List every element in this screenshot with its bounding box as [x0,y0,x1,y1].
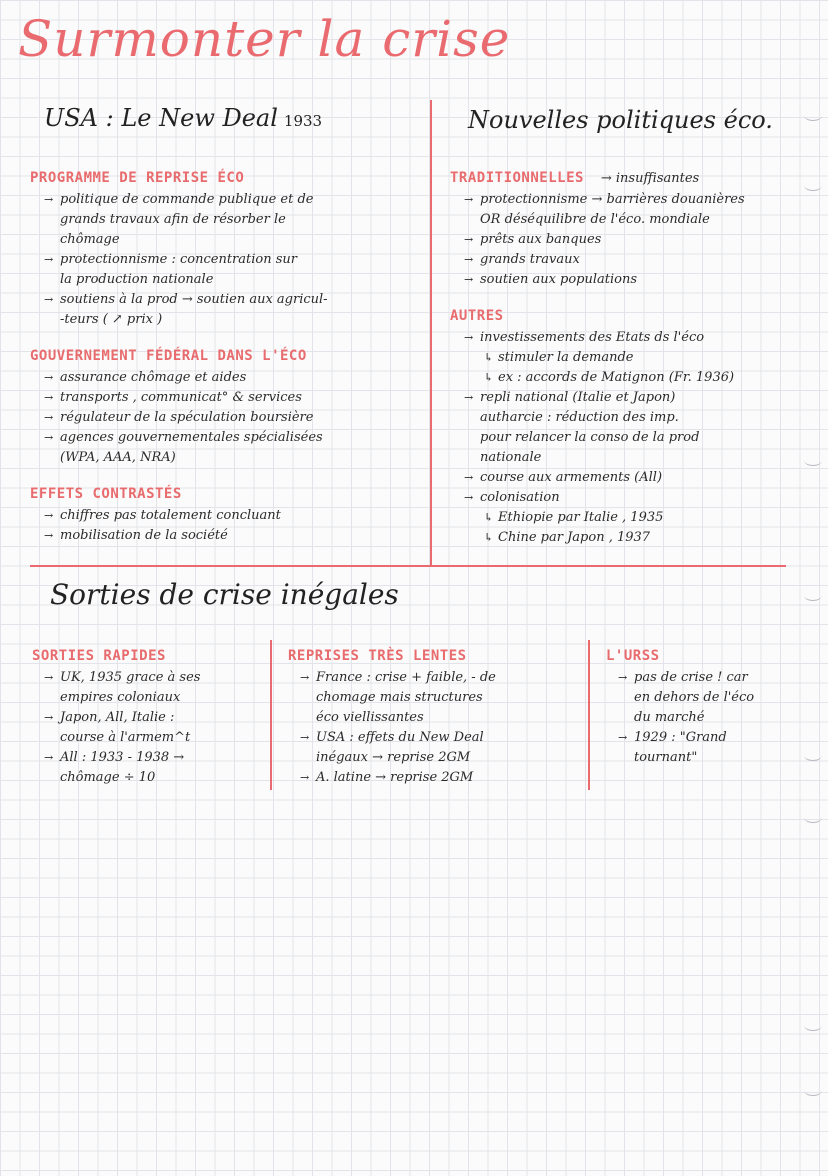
section-heading: EFFETS CONTRASTÉS [30,486,182,502]
list-item: → repli national (Italie et Japon) [464,388,800,408]
section-list [618,668,796,768]
right-column [450,170,800,548]
list-item: → mobilisation de la société [44,526,425,546]
list-item: → investissements des Etats ds l'éco [464,328,800,348]
list-item-continued: OR déséquilibre de l'éco. mondiale [480,212,710,227]
sub-item: ↳ Chine par Japon , 1937 [464,528,800,548]
section-list [464,190,800,290]
list-item-continued: empires coloniaux [60,690,181,705]
new-deal-title: USA : Le New Deal [44,104,278,132]
binder-mark [804,1020,822,1031]
binder-mark [804,1085,822,1096]
list-item: → colonisation [464,488,800,508]
binder-mark [804,750,822,761]
list-item: → 1929 : "Grand [618,728,796,748]
section-list [44,368,425,468]
list-item-continued: grands travaux afin de résorber le [60,212,286,227]
section-autres [450,308,800,548]
binder-mark [804,110,822,121]
bottom-column-urss [606,648,796,768]
section-heading: L'URSS [606,648,660,664]
section-heading [450,170,800,186]
list-item: → soutien aux populations [464,270,800,290]
sub-item: ↳ Ethiopie par Italie , 1935 [464,508,800,528]
section-heading: GOUVERNEMENT FÉDÉRAL DANS L'ÉCO [30,348,307,364]
list-item: → Japon, All, Italie : [44,708,264,728]
list-item: → grands travaux [464,250,800,270]
section-gouvernement [30,348,425,468]
section-list [300,668,580,788]
right-heading: Nouvelles politiques éco. [468,106,773,134]
list-item: → course aux armements (All) [464,468,800,488]
list-item-continued: la production nationale [60,272,214,287]
section-heading: AUTRES [450,308,504,324]
list-item-continued: du marché [634,710,705,725]
list-item-continued: en dehors de l'éco [634,690,755,705]
section-list [44,190,425,330]
binder-mark [804,812,822,823]
list-item-continued: chomage mais structures [316,690,483,705]
new-deal-year: 1933 [283,112,323,130]
list-item: → USA : effets du New Deal [300,728,580,748]
section-heading: REPRISES TRÈS LENTES [288,648,467,664]
list-item-continued: course à l'armem^t [60,730,191,745]
list-item: → protectionnisme → barrières douanières [464,190,800,210]
bottom-column-lentes [288,648,580,788]
bottom-heading: Sorties de crise inégales [50,578,399,611]
page-title: Surmonter la crise [18,10,511,68]
left-heading [44,104,322,132]
list-item: → A. latine → reprise 2GM [300,768,580,788]
list-item: → France : crise + faible, - de [300,668,580,688]
list-item: → transports , communicat° & services [44,388,425,408]
list-item-continued: chômage ÷ 10 [60,770,156,785]
bottom-column-rapides [32,648,264,788]
binder-mark [804,455,822,466]
list-item: → politique de commande publique et de [44,190,425,210]
list-item-continued: nationale [480,450,542,465]
section-effets [30,486,425,546]
list-item-continued: tournant" [634,750,698,765]
list-item: → chiffres pas totalement concluant [44,506,425,526]
list-item: → UK, 1935 grace à ses [44,668,264,688]
left-column [30,170,425,546]
bottom-divider-2 [588,640,590,790]
list-item: → prêts aux banques [464,230,800,250]
list-item-continued: -teurs ( ↗ prix ) [60,312,163,327]
list-item: → pas de crise ! car [618,668,796,688]
section-list [44,668,264,788]
bottom-divider-1 [270,640,272,790]
list-item: → All : 1933 - 1938 → [44,748,264,768]
list-item: → agences gouvernementales spécialisées [44,428,425,448]
list-item: → régulateur de la spéculation boursière [44,408,425,428]
list-item: → soutiens à la prod → soutien aux agricul- [44,290,425,310]
list-item-continued: autharcie : réduction des imp. [480,410,679,425]
section-programme [30,170,425,330]
list-item-continued: éco viellissantes [316,710,424,725]
section-list [464,328,800,548]
list-item: → assurance chômage et aides [44,368,425,388]
list-item-continued: pour relancer la conso de la prod [480,430,700,445]
section-heading: SORTIES RAPIDES [32,648,166,664]
binder-mark [804,590,822,601]
section-heading: PROGRAMME DE REPRISE ÉCO [30,170,245,186]
binder-mark [804,180,822,191]
list-item: → protectionnisme : concentration sur [44,250,425,270]
section-heading-label: TRADITIONNELLES [450,170,584,186]
section-divider [30,565,786,567]
section-heading-note: → insuffisantes [600,171,700,186]
sub-item: ↳ stimuler la demande [464,348,800,368]
section-traditionnelles [450,170,800,290]
top-column-divider [430,100,432,566]
sub-item: ↳ ex : accords de Matignon (Fr. 1936) [464,368,800,388]
section-list [44,506,425,546]
list-item-continued: (WPA, AAA, NRA) [60,450,176,465]
list-item-continued: chômage [60,232,120,247]
list-item-continued: inégaux → reprise 2GM [316,750,471,765]
